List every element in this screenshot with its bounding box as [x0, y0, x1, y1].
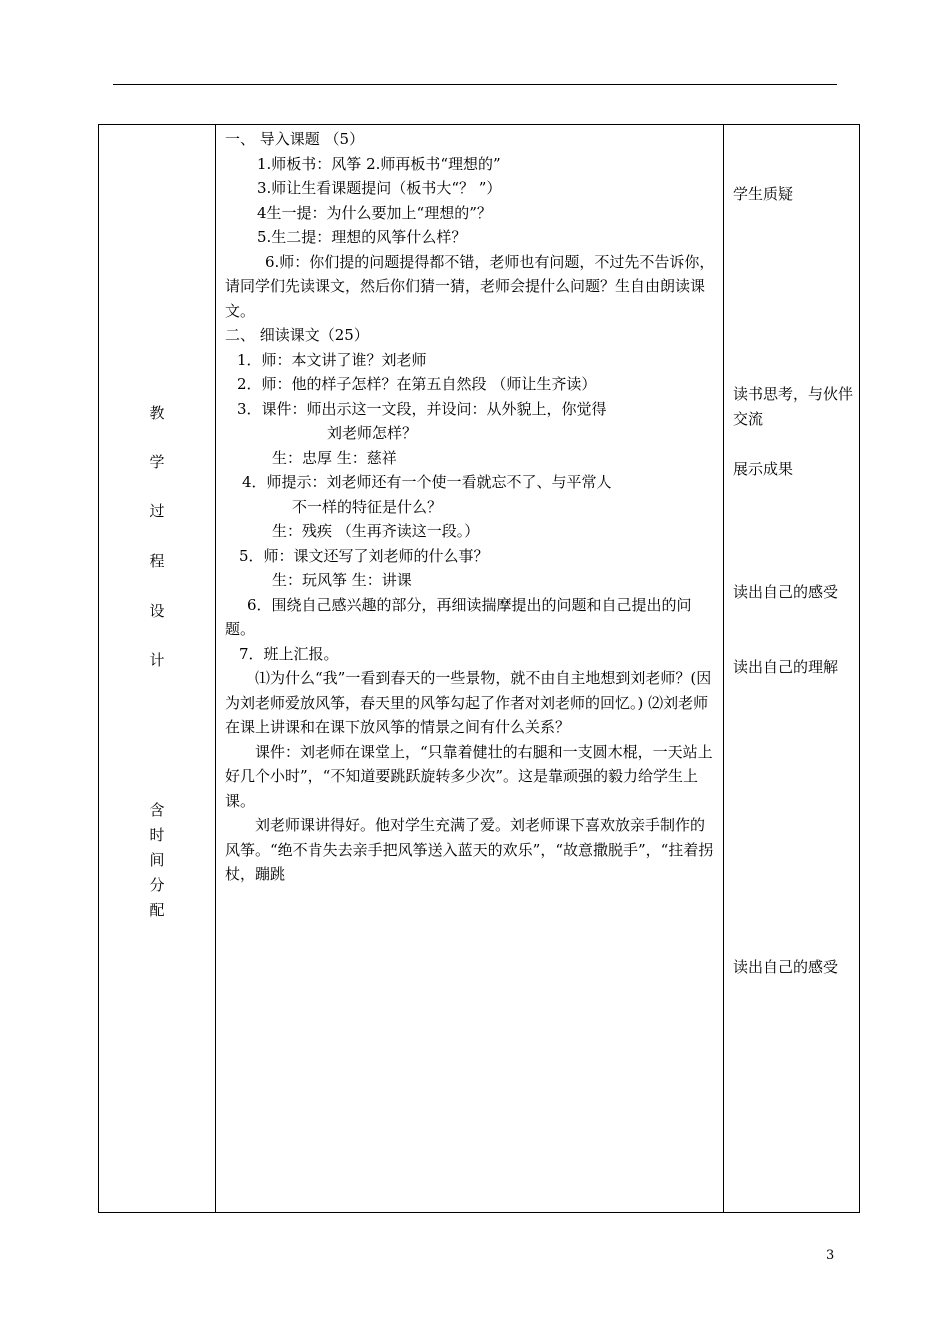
note-show-results: 展示成果	[733, 460, 794, 478]
note-read-feelings-1: 读出自己的感受	[733, 583, 839, 601]
label-char-3: 过	[149, 502, 165, 520]
sub-label-char-3: 间	[149, 851, 165, 869]
content-line: 4．师提示：刘老师还有一个使一看就忘不了、与平常人	[242, 473, 612, 491]
content-line: 6.师：你们提的问题提得都不错，老师也有问题，不过先不告诉你，请同学们先读课文，然后你们猜一猜，老师会提什么问题？生自由朗读课文。	[225, 252, 715, 320]
content-line: 1．师：本文讲了谁？刘老师	[237, 350, 427, 369]
note-student-questions: 学生质疑	[733, 185, 794, 203]
content-line: 二、 细读课文（25）	[225, 326, 369, 344]
content-line: ⑴为什么“我”一看到春天的一些景物，就不由自主地想到刘老师？(因为刘老师爱放风筝，春天里的风筝勾起了作者对刘老师的回忆。) ⑵刘老师在课上讲课和在课下放风筝的情景之间有什么关系？	[225, 669, 712, 736]
content-line: 生：忠厚 生：慈祥	[272, 448, 397, 467]
sub-label-char-5: 配	[149, 901, 165, 919]
content-line: 7．班上汇报。	[239, 644, 339, 663]
sub-label-char-4: 分	[149, 876, 165, 894]
label-char-2: 学	[149, 453, 165, 471]
content-line: 5.生二提：理想的风筝什么样？	[257, 228, 467, 246]
content-line: 不一样的特征是什么？	[292, 497, 443, 516]
content-line: 4生一提：为什么要加上“理想的”？	[257, 203, 492, 222]
sub-label-char-2: 时	[149, 826, 165, 844]
content-line: 生：玩风筝 生：讲课	[272, 571, 412, 589]
content-line: 一、 导入课题 （5）	[225, 130, 365, 148]
label-char-1: 教	[149, 404, 165, 422]
note-read-understanding: 读出自己的理解	[733, 658, 839, 676]
content-line: 1.师板书：风筝 2.师再板书“理想的”	[257, 154, 501, 173]
note-read-think: 读书思考，与伙伴交流	[733, 385, 854, 428]
content-line: 刘老师怎样？	[327, 424, 418, 442]
content-line: 6．围绕自己感兴趣的部分，再细读揣摩提出的问题和自己提出的问题。	[225, 595, 692, 638]
content-line: 课件：刘老师在课堂上，“只靠着健壮的右腿和一支圆木棍，一天站上好几个小时”，“不知道要跳跃旋转多少次”。这是靠顽强的毅力给学生上课。	[225, 742, 713, 810]
sub-label-char-1: 含	[149, 801, 165, 819]
note-read-feelings-2: 读出自己的感受	[733, 958, 839, 976]
content-line: 2．师：他的样子怎样？在第五自然段 （师让生齐读）	[237, 375, 597, 393]
lesson-content	[217, 127, 717, 887]
content-line: 5．师：课文还写了刘老师的什么事？	[239, 546, 489, 565]
label-char-6: 计	[149, 651, 165, 669]
column-divider-right	[723, 125, 724, 1212]
header-rule	[113, 84, 837, 85]
page-number: 3	[826, 1248, 835, 1263]
lesson-table	[98, 124, 860, 1213]
content-line: 3.师让生看课题提问（板书大“？ ”）	[257, 179, 502, 197]
content-line: 3．课件：师出示这一文段，并设问：从外貌上，你觉得	[237, 399, 607, 418]
label-char-4: 程	[149, 552, 165, 570]
label-char-5: 设	[149, 602, 165, 620]
column-divider-left	[215, 125, 216, 1212]
content-line: 生：残疾 （生再齐读这一段。）	[272, 522, 480, 540]
content-line: 刘老师课讲得好。他对学生充满了爱。刘老师课下喜欢放亲手制作的风筝。“绝不肯失去亲手把风筝送入蓝天的欢乐”，“故意撒脱手”，“拄着拐杖，蹦跳	[225, 816, 714, 883]
